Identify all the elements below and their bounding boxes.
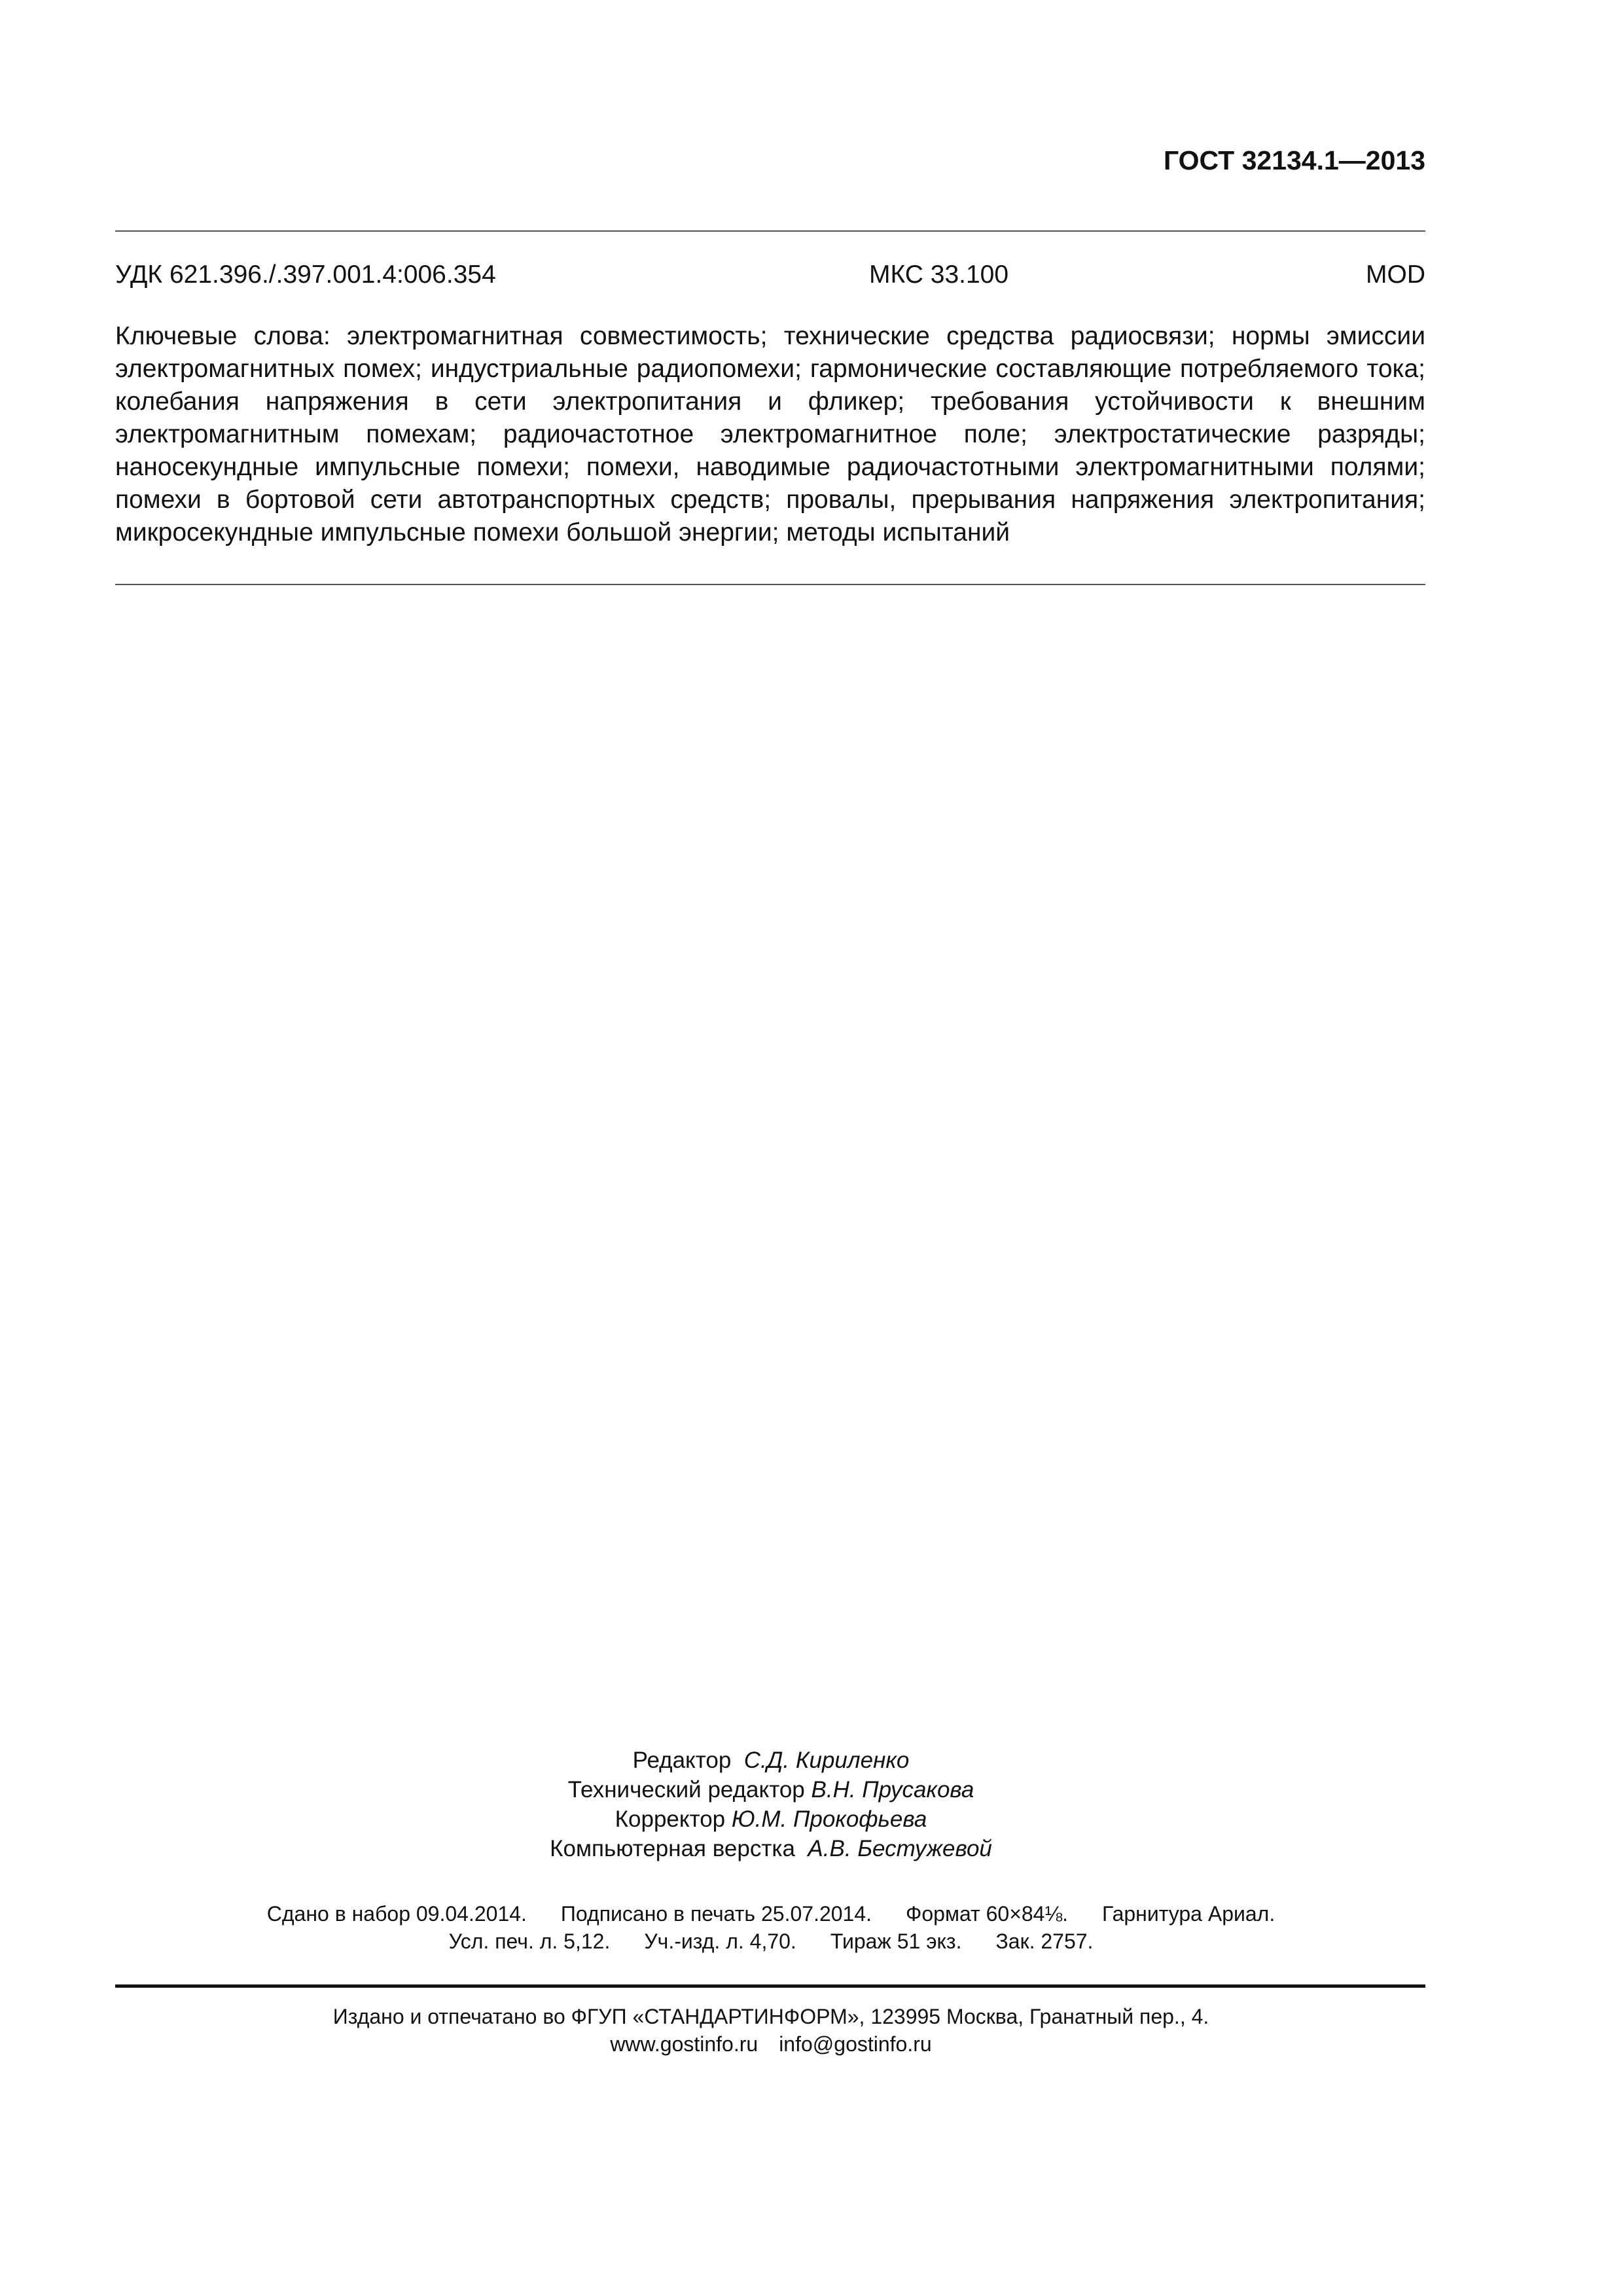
printer-contacts <box>0 2030 1542 2058</box>
credit-name: В.Н. Прусакова <box>811 1777 974 1803</box>
typeface: Гарнитура Ариал. <box>1102 1902 1275 1926</box>
publication-info <box>0 1900 1542 1955</box>
udk-code: УДК 621.396./.397.001.4:006.354 <box>115 260 496 289</box>
credit-role: Технический редактор <box>567 1777 805 1803</box>
document-id: ГОСТ 32134.1—2013 <box>1163 145 1425 175</box>
credit-name: С.Д. Кириленко <box>743 1748 910 1773</box>
credits-block <box>0 1746 1542 1863</box>
middle-divider <box>115 584 1425 585</box>
print-sheets: Усл. печ. л. 5,12. <box>448 1929 611 1953</box>
publication-line-2 <box>0 1928 1542 1955</box>
top-divider <box>115 230 1425 232</box>
credit-editor <box>0 1746 1542 1775</box>
bottom-divider <box>115 1984 1425 1988</box>
website-link[interactable]: www.gostinfo.ru <box>610 2032 758 2056</box>
credit-role: Компьютерная верстка <box>550 1836 795 1861</box>
credit-proofreader <box>0 1804 1542 1834</box>
keywords-paragraph: Ключевые слова: электромагнитная совместимость; технические средства радиосвязи; нормы эмиссии электромагнитных помех; индустриальные радиопомехи; гармонические составляющие потребляемого тока; колебания напряжения в сети электропитания и фликер; требования устойчивости к внешним электромагнитным помехам; радиочастотное электромагнитное поле; электростатические разряды; наносекундные импульсные помехи; помехи, наводимые радиочастотными электромагнитными полями; помехи в бортовой сети автотранспортных средств; провалы, прерывания напряжения электропитания; микросекундные импульсные помехи большой энергии; методы испытаний <box>115 322 1425 547</box>
publication-line-1 <box>0 1900 1542 1928</box>
print-sign-date: Подписано в печать 25.07.2014. <box>560 1902 872 1926</box>
credit-name: А.В. Бестужевой <box>808 1836 992 1861</box>
credit-role: Редактор <box>632 1748 732 1773</box>
credit-role: Корректор <box>615 1806 726 1832</box>
credit-layout <box>0 1834 1542 1863</box>
credit-tech-editor <box>0 1775 1542 1804</box>
paper-format: Формат 60×84⅛. <box>906 1902 1069 1926</box>
mks-code: МКС 33.100 <box>869 260 1009 289</box>
publisher-sheets: Уч.-изд. л. 4,70. <box>644 1929 796 1953</box>
printer-info <box>0 2003 1542 2058</box>
mod-label: MOD <box>1366 260 1425 289</box>
credit-name: Ю.М. Прокофьева <box>731 1806 927 1832</box>
print-run: Тираж 51 экз. <box>830 1929 962 1953</box>
email-link[interactable]: info@gostinfo.ru <box>779 2032 932 2056</box>
order-number: Зак. 2757. <box>995 1929 1094 1953</box>
printer-address: Издано и отпечатано во ФГУП «СТАНДАРТИНФОРМ», 123995 Москва, Гранатный пер., 4. <box>332 2005 1209 2028</box>
typeset-date: Сдано в набор 09.04.2014. <box>266 1902 527 1926</box>
